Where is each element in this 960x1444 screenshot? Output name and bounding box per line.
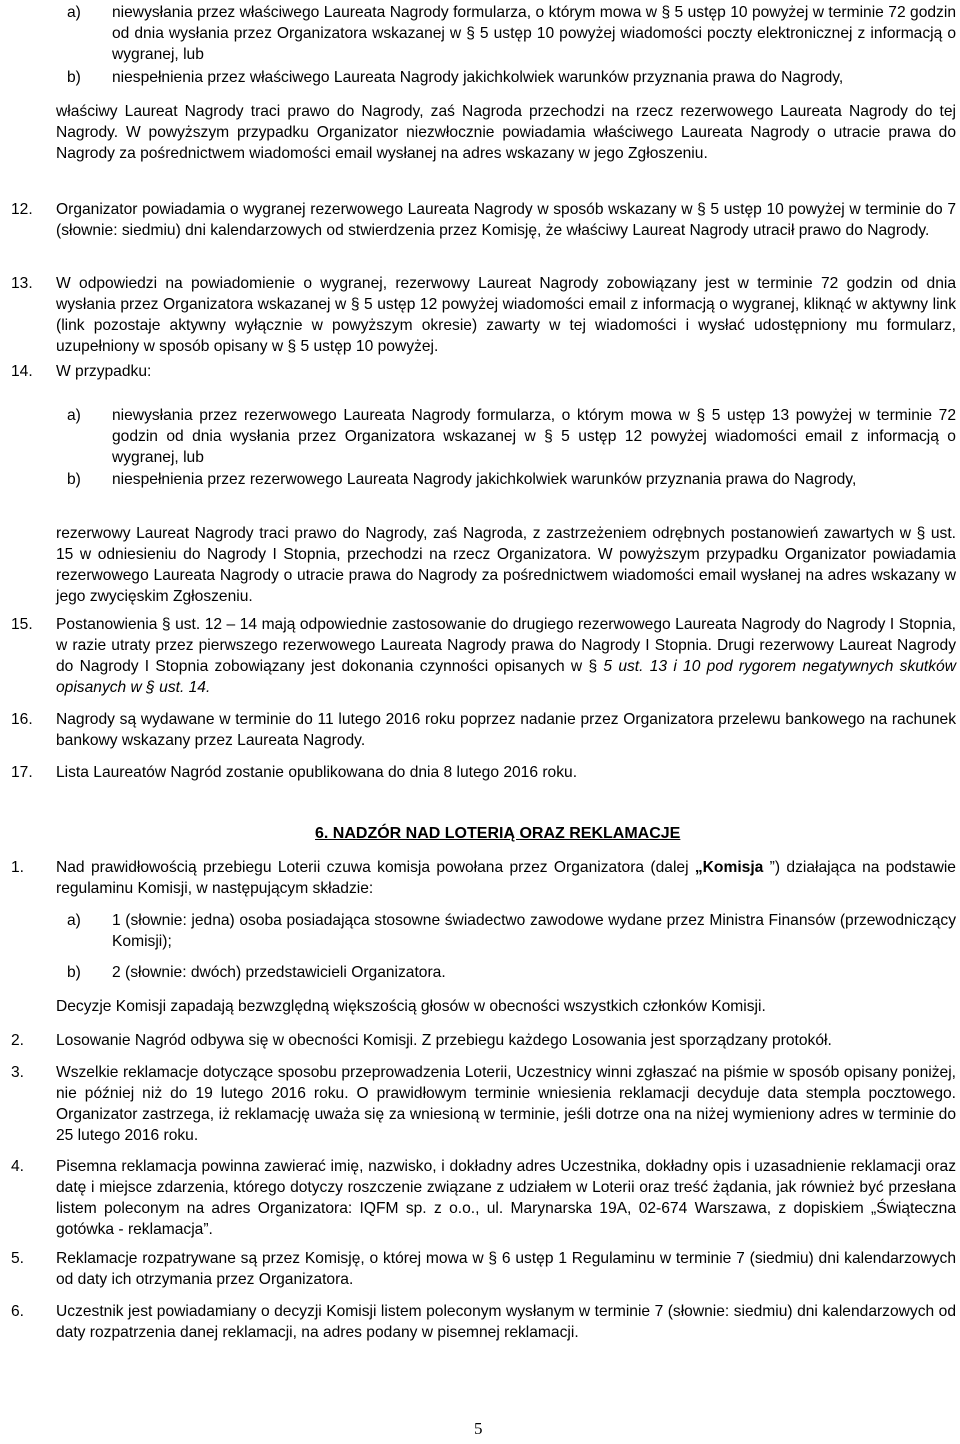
paragraph-15-number: 15. — [11, 616, 33, 633]
paragraph-12-number: 12. — [11, 201, 33, 218]
item-b-label: b) — [67, 471, 81, 488]
section-6-item-3-number: 3. — [11, 1064, 25, 1081]
item-a-label: a) — [67, 4, 81, 21]
paragraph-14-intro: W przypadku: — [56, 363, 152, 380]
section-heading: 6. NADZÓR NAD LOTERIĄ ORAZ REKLAMACJE — [315, 825, 681, 842]
item-b-text: niespełnienia przez rezerwowego Laureata Nagrody jakichkolwiek warunków przyznania prawa do Nagrody, — [112, 471, 857, 488]
item-a-label: a) — [67, 912, 81, 929]
section-6-item-2-text: Losowanie Nagród odbywa się w obecności Komisji. Z przebiegu każdego Losowania jest sporządzany protokół. — [56, 1032, 832, 1049]
section-6-item-6-text: Uczestnik jest powiadamiany o decyzji Komisji listem poleconym wysłanym w terminie 7 (słownie: siedmiu) dni kalendarzowych od daty rozpatrzenia danej reklamacji, na adres podany w pisemnej reklamacji. — [56, 1303, 956, 1341]
paragraph-17-number: 17. — [11, 764, 33, 781]
section-6-item-2-number: 2. — [11, 1032, 25, 1049]
section-6-item-1-number: 1. — [11, 859, 25, 876]
section-6-item-3-text: Wszelkie reklamacje dotyczące sposobu przeprowadzenia Loterii, Uczestnicy winni zgłaszać na piśmie w sposób opisany poniżej, nie później niż do 19 lutego 2016 roku. O prawidłowym terminie wniesienia reklamacji decyduje data stempla pocztowego. Organizator zastrzega, iż reklamację uważa się za wniesioną w terminie, jeśli dotrze ona na niżej wymieniony adres w terminie do 25 lutego 2016 roku. — [56, 1064, 956, 1144]
paragraph-14-number: 14. — [11, 363, 33, 380]
page-number: 5 — [474, 1419, 483, 1438]
section-6-item-4-text: Pisemna reklamacja powinna zawierać imię, nazwisko, i dokładny adres Uczestnika, dokładny opis i uzasadnienie reklamacji oraz datę i miejsce zdarzenia, którego dotyczy roszczenie związane z udziałem w Loterii oraz treść żądania, jak również być przesłana listem poleconym na adres Organizatora: IQFM sp. z o.o., ul. Marynarska 19A, 02-674 Warszawa, z dopiskiem „Świąteczna gotówka - reklamacja”. — [56, 1158, 956, 1238]
section-6-item-5-text: Reklamacje rozpatrywane są przez Komisję, o której mowa w § 6 ustęp 1 Regulaminu w terminie 7 (siedmiu) dni kalendarzowych od daty ich otrzymania przez Organizatora. — [56, 1250, 956, 1288]
paragraph-15-text — [56, 614, 956, 698]
item-a-text: niewysłania przez właściwego Laureata Nagrody formularza, o którym mowa w § 5 ustęp 10 powyżej w terminie 72 godzin od dnia wysłania przez Organizatora wskazanej w § 5 ustęp 10 powyżej wiadomości poczty elektronicznej z informacją o wygranej, lub — [112, 4, 956, 63]
section-6-item-1-text — [56, 857, 956, 899]
section-6-item-4-number: 4. — [11, 1158, 25, 1175]
section-6-item-1-tail: Decyzje Komisji zapadają bezwzględną większością głosów w obecności wszystkich członków Komisji. — [56, 998, 766, 1015]
paragraph-12-text: Organizator powiadamia o wygranej rezerwowego Laureata Nagrody w sposób wskazany w § 5 ustęp 10 powyżej w terminie do 7 (słownie: siedmiu) dni kalendarzowych od stwierdzenia przez Komisję, że właściwy Laureat Nagrody utracił prawo do Nagrody. — [56, 201, 956, 239]
item-b-text: niespełnienia przez właściwego Laureata Nagrody jakichkolwiek warunków przyznania prawa do Nagrody, — [112, 69, 844, 86]
paragraph-14-tail: rezerwowy Laureat Nagrody traci prawo do Nagrody, zaś Nagroda, z zastrzeżeniem odrębnych postanowień zawartych w § ust. 15 w odniesieniu do Nagrody I Stopnia, przechodzi na rzecz Organizatora. W powyższym przypadku Organizator powiadamia rezerwowego Laureata Nagrody o utracie prawa do Nagrody za pośrednictwem wiadomości email wysłanej na adres wskazany w jego zwycięskim Zgłoszeniu. — [56, 525, 956, 605]
paragraph-13-text: W odpowiedzi na powiadomienie o wygranej, rezerwowy Laureat Nagrody zobowiązany jest w terminie 72 godzin od dnia wysłania przez Organizatora wskazanej w § 5 ustęp 12 powyżej wiadomości email z informacją o wygranej, kliknąć w aktywny link (link pozostaje aktywny wyłącznie w powyższym okresie) zawarty w tej wiadomości i wysłać udostępniony mu formularz, uzupełniony w sposób opisany w § 5 ustęp 10 powyżej. — [56, 275, 956, 355]
paragraph-11-tail: właściwy Laureat Nagrody traci prawo do Nagrody, zaś Nagroda przechodzi na rzecz rezerwowego Laureata Nagrody do tej Nagrody. W powyższym przypadku Organizator niezwłocznie powiadamia właściwego Laureata Nagrody o utracie prawa do Nagrody za pośrednictwem wiadomości email wysłanej na adres wskazany w jego Zgłoszeniu. — [56, 103, 956, 162]
item-a-text: niewysłania przez rezerwowego Laureata Nagrody formularza, o którym mowa w § 5 ustęp 13 powyżej w terminie 72 godzin od dnia wysłania przez Organizatora wskazanej w § 5 ustęp 12 powyżej wiadomości email z informacją o wygranej, lub — [112, 407, 956, 466]
item-b-text: 2 (słownie: dwóch) przedstawicieli Organizatora. — [112, 964, 446, 981]
item-a-label: a) — [67, 407, 81, 424]
paragraph-15-main: Postanowienia § ust. 12 – 14 mają odpowiednie zastosowanie do drugiego rezerwowego Laureata Nagrody do Nagrody I Stopnia, w razie utraty przez pierwszego rezerwowego Laureata Nagrody prawa do Nagrody I Stopnia. Drugi rezerwowy Laureat Nagrody do Nagrody I Stopnia zobowiązany jest dokonania czynności opisanych w § — [56, 616, 956, 675]
paragraph-16-text: Nagrody są wydawane w terminie do 11 lutego 2016 roku poprzez nadanie przez Organizatora przelewu bankowego na rachunek bankowy wskazany przez Laureata Nagrody. — [56, 711, 956, 749]
item-b-label: b) — [67, 964, 81, 981]
section-6-item-5-number: 5. — [11, 1250, 25, 1267]
paragraph-16-number: 16. — [11, 711, 33, 728]
komisja-rest: ”) działająca na podstawie regulaminu Komisji, w następującym składzie: — [56, 859, 956, 897]
komisja-term: „Komisja — [694, 859, 764, 876]
item-a-text: 1 (słownie: jedna) osoba posiadająca stosowne świadectwo zawodowe wydane przez Ministra Finansów (przewodniczący Komisji); — [112, 912, 956, 950]
paragraph-13-number: 13. — [11, 275, 33, 292]
section-6-item-6-number: 6. — [11, 1303, 25, 1320]
paragraph-15-italic: 5 ust. 13 i 10 pod rygorem negatywnych skutków opisanych w § ust. 14. — [56, 658, 956, 696]
item-b-label: b) — [67, 69, 81, 86]
komisja-intro: Nad prawidłowością przebiegu Loterii czuwa komisja powołana przez Organizatora (dalej — [56, 859, 695, 876]
paragraph-17-text: Lista Laureatów Nagród zostanie opublikowana do dnia 8 lutego 2016 roku. — [56, 764, 578, 781]
